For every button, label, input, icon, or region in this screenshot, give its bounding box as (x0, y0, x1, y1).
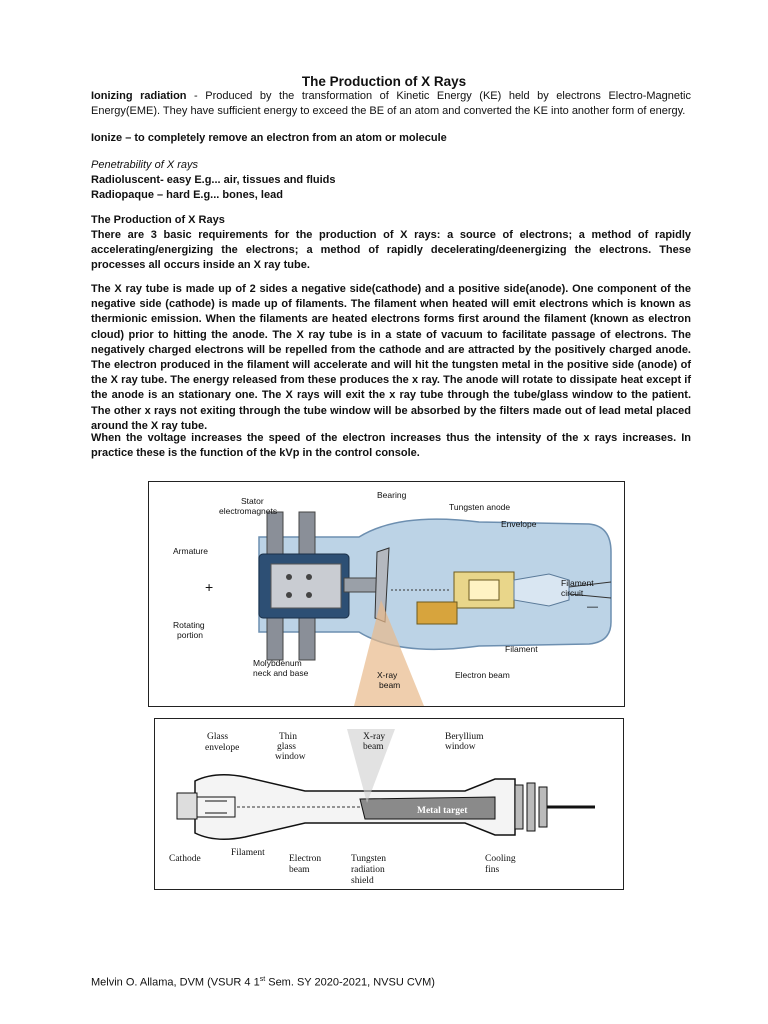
molybdenum-neck (344, 578, 379, 592)
footer-author: Melvin O. Allama, DVM (VSUR 4 1 (91, 976, 260, 989)
label-xray-beam-1: X-ray (377, 670, 398, 680)
label-rotating-1: Rotating (173, 620, 205, 630)
bearing-dot (286, 574, 292, 580)
cooling-fin (527, 783, 535, 831)
penetrability-heading: Penetrability of X rays (91, 159, 198, 171)
label-stator: Stator (241, 496, 264, 506)
label-molybdenum-2: neck and base (253, 668, 309, 678)
label-filament: Filament (505, 644, 538, 654)
label-beryllium-1: Beryllium (445, 732, 484, 742)
label-cooling-2: fins (485, 865, 500, 875)
label-xray-1: X-ray (363, 732, 386, 742)
label-molybdenum-1: Molybdenum (253, 658, 302, 668)
xray-tube-paragraph: The X ray tube is made up of 2 sides a negative side(cathode) and a positive side(anode). One component of the negative side (cathode) is made up of filaments. The filament when heated will emit electrons which is known as thermionic emission. When the filaments are heated electrons forms first around the filament (known as electron cloud) prior to hitting the anode. The X ray tube is in a state of vacuum to facilitate passage of electrons. The negatively charged electrons will be repelled from the cathode and are attracted by the positively charged anode. The electron produced in the filament will accelerate and will hit the tungsten metal in the positive side (anode) of the X ray tube. The energy released from these produces the x ray. The anode will rotate to dissipate heat except if the anode is an stationary one. The X rays will exit the x ray tube through the tube/glass window to the patient. The other x rays not exiting through the tube window will be absorbed by the filters made out of lead metal placed around the X ray tube. (91, 283, 691, 432)
label-glass-1: Glass (207, 732, 229, 742)
rotating-anode-tube-figure (148, 481, 625, 707)
stator-post-top-right (299, 512, 315, 554)
label-thin-1: Thin (279, 732, 297, 742)
label-tungsten-3: shield (351, 876, 374, 886)
bearing-dot (306, 592, 312, 598)
label-xray-beam-2: beam (379, 680, 401, 690)
label-plus: + (205, 579, 214, 595)
stator-post-bottom-right (299, 618, 315, 660)
label-electromagnets: electromagnets (219, 506, 278, 516)
label-tungsten-anode: Tungsten anode (449, 502, 511, 512)
radiolucent-line: Radioluscent- easy E.g... air, tissues and fluids (91, 174, 336, 186)
footer-rest: Sem. SY 2020-2021, NVSU CVM) (265, 976, 435, 989)
bearing-dot (306, 574, 312, 580)
label-filament-circuit-1: Filament (561, 578, 594, 588)
radiopaque-line: Radiopaque – hard E.g... bones, lead (91, 189, 283, 201)
label-cooling-1: Cooling (485, 854, 516, 864)
ionizing-radiation-paragraph (91, 89, 691, 119)
stator-post-top-left (267, 512, 283, 554)
label-tungsten-1: Tungsten (351, 854, 387, 864)
cooling-fin (539, 787, 547, 827)
label-beryllium-2: window (445, 742, 476, 752)
label-electron-1: Electron (289, 854, 322, 864)
ionizing-definition: - Produced by the transformation of Kinetic Energy (KE) held by electrons Electro-Magnetic Energy(EME). They have sufficient energy to exceed the BE of an atom and converted the KE into another form of energy. (91, 90, 691, 118)
footer-citation (91, 976, 435, 989)
label-metal-target: Metal target (417, 806, 468, 816)
label-xray-2: beam (363, 742, 384, 752)
rotor-cylinder (271, 564, 341, 608)
label-thin-2: glass (277, 742, 296, 752)
cathode-end-cap (177, 793, 197, 819)
label-filament: Filament (231, 848, 265, 858)
stator-post-bottom-left (267, 618, 283, 660)
label-electron-beam: Electron beam (455, 670, 510, 680)
rotating-anode-tube-diagram (149, 482, 624, 706)
label-filament-circuit-2: circuit (561, 588, 584, 598)
production-heading: The Production of X Rays (91, 214, 225, 226)
stationary-anode-tube-figure (154, 718, 624, 890)
label-envelope: Envelope (501, 519, 537, 529)
requirements-paragraph: There are 3 basic requirements for the production of X rays: a source of electrons; a method of rapidly accelerating/energizing the electrons; a method of rapidly decelerating/deenergizing the electrons. These processes all occurs inside an X ray tube. (91, 229, 691, 272)
bearing-dot (286, 592, 292, 598)
label-glass-2: envelope (205, 743, 240, 753)
label-rotating-2: portion (177, 630, 203, 640)
footer-sup: st (259, 976, 266, 983)
ionize-definition: Ionize – to completely remove an electron from an atom or molecule (91, 132, 447, 144)
label-minus: — (587, 601, 598, 613)
filament-housing (469, 580, 499, 600)
label-tungsten-2: radiation (351, 865, 385, 875)
label-thin-3: window (275, 752, 306, 762)
stationary-anode-tube-diagram (155, 719, 623, 889)
label-electron-2: beam (289, 865, 310, 875)
label-armature: Armature (173, 546, 208, 556)
label-cathode: Cathode (169, 854, 201, 864)
filament-block (417, 602, 457, 624)
page-title: The Production of X Rays (301, 74, 467, 89)
label-bearing: Bearing (377, 490, 407, 500)
ionizing-term: Ionizing radiation (91, 90, 187, 102)
voltage-paragraph: When the voltage increases the speed of the electron increases thus the intensity of the x rays increases. In practice these is the function of the kVp in the control console. (91, 432, 691, 460)
cooling-fin (515, 785, 523, 829)
